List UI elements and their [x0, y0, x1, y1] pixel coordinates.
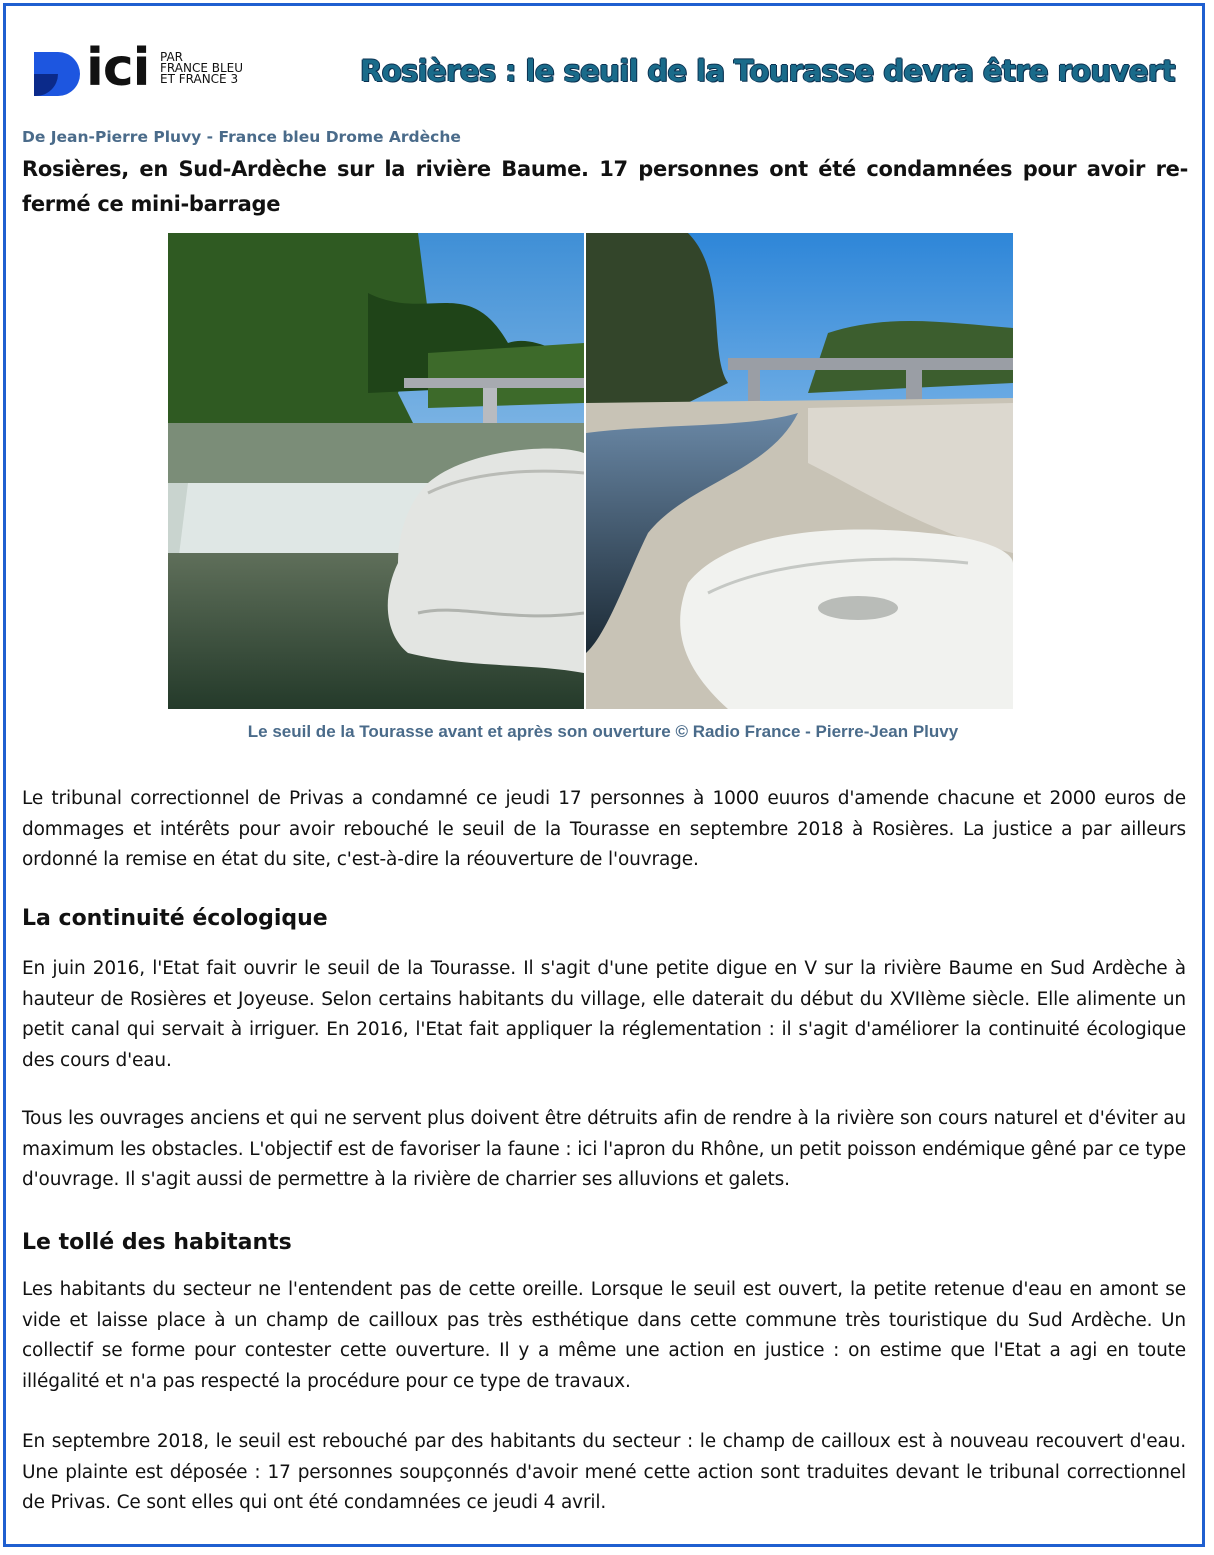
article-headline: Rosières : le seuil de la Tourasse devra être rouvert: [360, 54, 1175, 88]
paragraph-1: Le tribunal correctionnel de Privas a condamné ce jeudi 17 personnes à 1000 euuros d'amende chacune et 2000 euros de dommages et intérêts pour avoir rebouché le seuil de la Tourasse en septembre 2018 à Rosières. La justice a par ailleurs ordonné la remise en état du site, c'est-à-dire la réouverture de l'ouvrage.: [22, 788, 1186, 870]
byline: De Jean-Pierre Pluvy - France bleu Drome Ardèche: [22, 128, 461, 146]
subheading-tolle: Le tollé des habitants: [22, 1230, 292, 1255]
logo-subtitle: PAR FRANCE BLEU ET FRANCE 3: [160, 50, 243, 86]
paragraph-2: En juin 2016, l'Etat fait ouvrir le seuil de la Tourasse. Il s'agit d'une petite digue en V sur la rivière Baume en Sud Ardèche à hauteur de Rosières et Joyeuse. Selon certains habitants du village, elle daterait du début du XVIIème siècle. Elle alimente un petit canal qui servait à irriguer. En 2016, l'Etat fait appliquer la réglementation : il s'agit d'améliorer la continuité écologique des cours d'eau.: [22, 958, 1186, 1071]
subheading-continuite: La continuité écologique: [22, 906, 328, 931]
paragraph-5: En septembre 2018, le seuil est rebouché par des habitants du secteur : le champ de cailloux est à nouveau recouvert d'eau. Une plainte est déposée : 17 personnes soupçonnés d'avoir mené cette action sont traduites devant le tribunal correctionnel de Privas. Ce sont elles qui ont été condamnées ce jeudi 4 avril.: [22, 1431, 1186, 1513]
logo-wordmark: ici: [86, 38, 150, 98]
logo-mark-icon: [28, 48, 88, 98]
ici-logo: [28, 38, 278, 100]
article-lede: Rosières, en Sud-Ardèche sur la rivière Baume. 17 personnes ont été condamnées pour avoir re-fermé ce mini-barrage: [22, 157, 1188, 216]
paragraph-3: Tous les ouvrages anciens et qui ne servent plus doivent être détruits afin de rendre à la rivière son cours naturel et d'éviter au maximum les obstacles. L'objectif est de favoriser la faune : ici l'apron du Rhône, un petit poisson endémique gêné par ce type d'ouvrage. Il s'agit aussi de permettre à la rivière de charrier ses alluvions et galets.: [22, 1108, 1186, 1190]
article-photo: [168, 233, 1013, 709]
photo-caption: Le seuil de la Tourasse avant et après son ouverture © Radio France - Pierre-Jean Pluvy: [247, 722, 959, 741]
paragraph-4: Les habitants du secteur ne l'entendent pas de cette oreille. Lorsque le seuil est ouvert, la petite retenue d'eau en amont se vide et laisse place à un champ de cailloux pas très esthétique dans cette commune très touristique du Sud Ardèche. Un collectif se forme pour contester cette ouverture. Il y a même une action en justice : on estime que l'Etat a agi en toute illégalité et n'a pas respecté la procédure pour ce type de travaux.: [22, 1279, 1186, 1392]
